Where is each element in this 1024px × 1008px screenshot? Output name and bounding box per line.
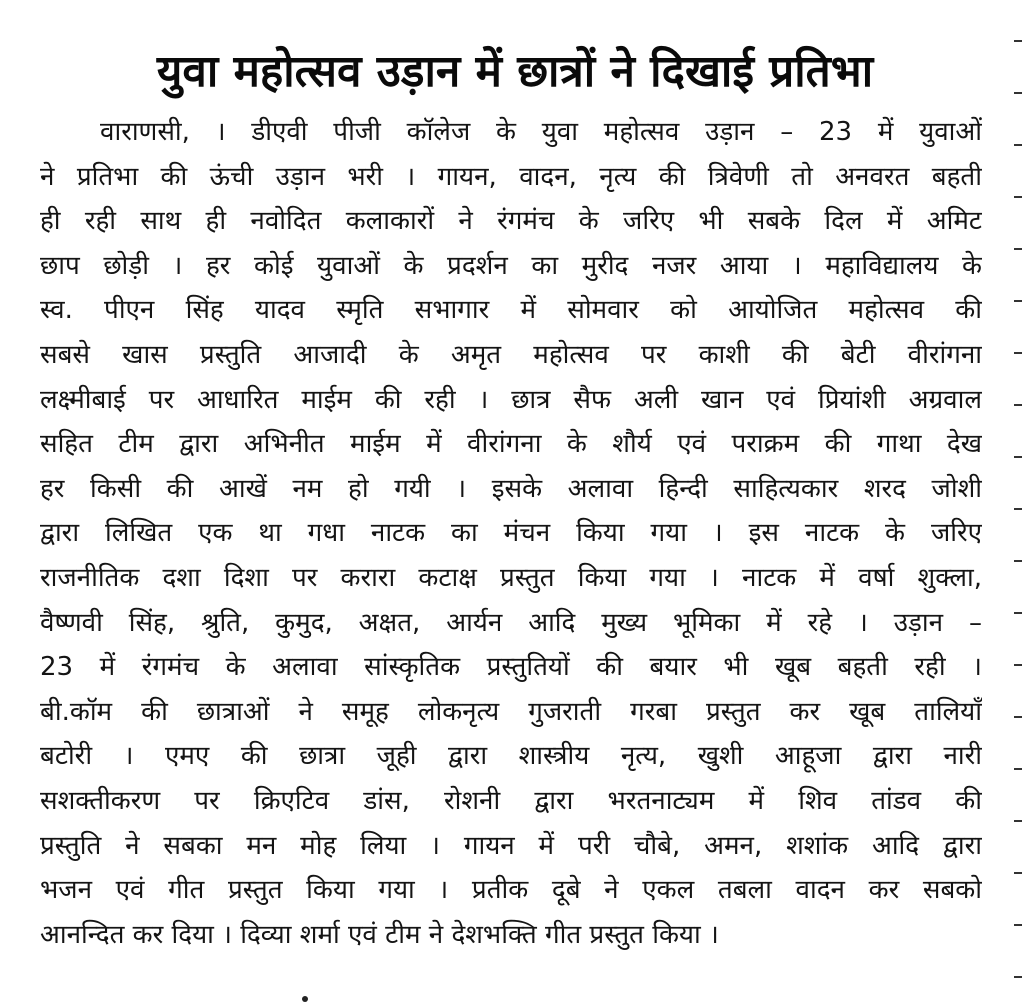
edge-tick-mark — [1014, 768, 1022, 770]
edge-tick-mark — [1014, 560, 1022, 562]
article-line: प्रस्तुति ने सबका मन मोह लिया । गायन में परी चौबे, अमन, शशांक आदि द्वारा — [40, 830, 982, 861]
article-body — [40, 110, 982, 957]
edge-tick-mark — [1014, 872, 1022, 874]
article-headline: युवा महोत्सव उड़ान में छात्रों ने दिखाई प्रतिभा — [156, 46, 874, 97]
edge-tick-mark — [1014, 300, 1022, 302]
article-line: छाप छोड़ी । हर कोई युवाओं के प्रदर्शन का मुरीद नजर आया । महाविद्यालय के — [40, 250, 982, 281]
edge-tick-mark — [1014, 924, 1022, 926]
article-line: बटोरी । एमए की छात्रा जूही द्वारा शास्त्रीय नृत्य, खुशी आहूजा द्वारा नारी — [40, 741, 982, 772]
article-line: आनन्दित कर दिया । दिव्या शर्मा एवं टीम ने देशभक्ति गीत प्रस्तुत किया । — [40, 919, 719, 950]
article-line: ने प्रतिभा की ऊंची उड़ान भरी । गायन, वादन, नृत्य की त्रिवेणी तो अनवरत बहती — [40, 161, 982, 192]
edge-tick-mark — [1014, 508, 1022, 510]
edge-tick-mark — [1014, 820, 1022, 822]
article-line: लक्ष्मीबाई पर आधारित माईम की रही । छात्र सैफ अली खान एवं प्रियांशी अग्रवाल — [40, 384, 982, 415]
edge-tick-mark — [1014, 976, 1022, 978]
edge-tick-mark — [1014, 196, 1022, 198]
edge-tick-mark — [1014, 612, 1022, 614]
edge-tick-mark — [1014, 716, 1022, 718]
edge-tick-mark — [1014, 40, 1022, 42]
article-line: स्व. पीएन सिंह यादव स्मृति सभागार में सोमवार को आयोजित महोत्सव की — [40, 295, 982, 326]
article-line: वाराणसी, । डीएवी पीजी कॉलेज के युवा महोत्सव उड़ान – 23 में युवाओं — [100, 117, 982, 147]
article-line: सहित टीम द्वारा अभिनीत माईम में वीरांगना के शौर्य एवं पराक्रम की गाथा देख — [40, 429, 982, 460]
article-line: ही रही साथ ही नवोदित कलाकारों ने रंगमंच के जरिए भी सबके दिल में अमिट — [40, 206, 982, 237]
article-line: द्वारा लिखित एक था गधा नाटक का मंचन किया गया । इस नाटक के जरिए — [40, 518, 982, 549]
article-line: हर किसी की आखें नम हो गयी । इसके अलावा हिन्दी साहित्यकार शरद जोशी — [40, 473, 982, 504]
edge-tick-mark — [1014, 404, 1022, 406]
article-line: राजनीतिक दशा दिशा पर करारा कटाक्ष प्रस्तुत किया गया । नाटक में वर्षा शुक्ला, — [40, 562, 982, 593]
article-line: भजन एवं गीत प्रस्तुत किया गया । प्रतीक दूबे ने एकल तबला वादन कर सबको — [40, 875, 982, 906]
edge-tick-mark — [1014, 144, 1022, 146]
ink-dot — [302, 996, 308, 1002]
edge-tick-mark — [1014, 664, 1022, 666]
article-line: वैष्णवी सिंह, श्रुति, कुमुद, अक्षत, आर्यन आदि मुख्य भूमिका में रहे । उड़ान – — [40, 607, 982, 638]
edge-tick-mark — [1014, 248, 1022, 250]
article-line: बी.कॉम की छात्राओं ने समूह लोकनृत्य गुजराती गरबा प्रस्तुत कर खूब तालियाँ — [40, 696, 982, 727]
article-line: 23 में रंगमंच के अलावा सांस्कृतिक प्रस्तुतियों की बयार भी खूब बहती रही । — [40, 652, 982, 683]
article-line: सबसे खास प्रस्तुति आजादी के अमृत महोत्सव पर काशी की बेटी वीरांगना — [40, 339, 982, 370]
edge-tick-mark — [1014, 456, 1022, 458]
article-line: सशक्तीकरण पर क्रिएटिव डांस, रोशनी द्वारा भरतनाट्यम में शिव तांडव की — [40, 785, 982, 816]
edge-tick-mark — [1014, 92, 1022, 94]
edge-tick-mark — [1014, 352, 1022, 354]
